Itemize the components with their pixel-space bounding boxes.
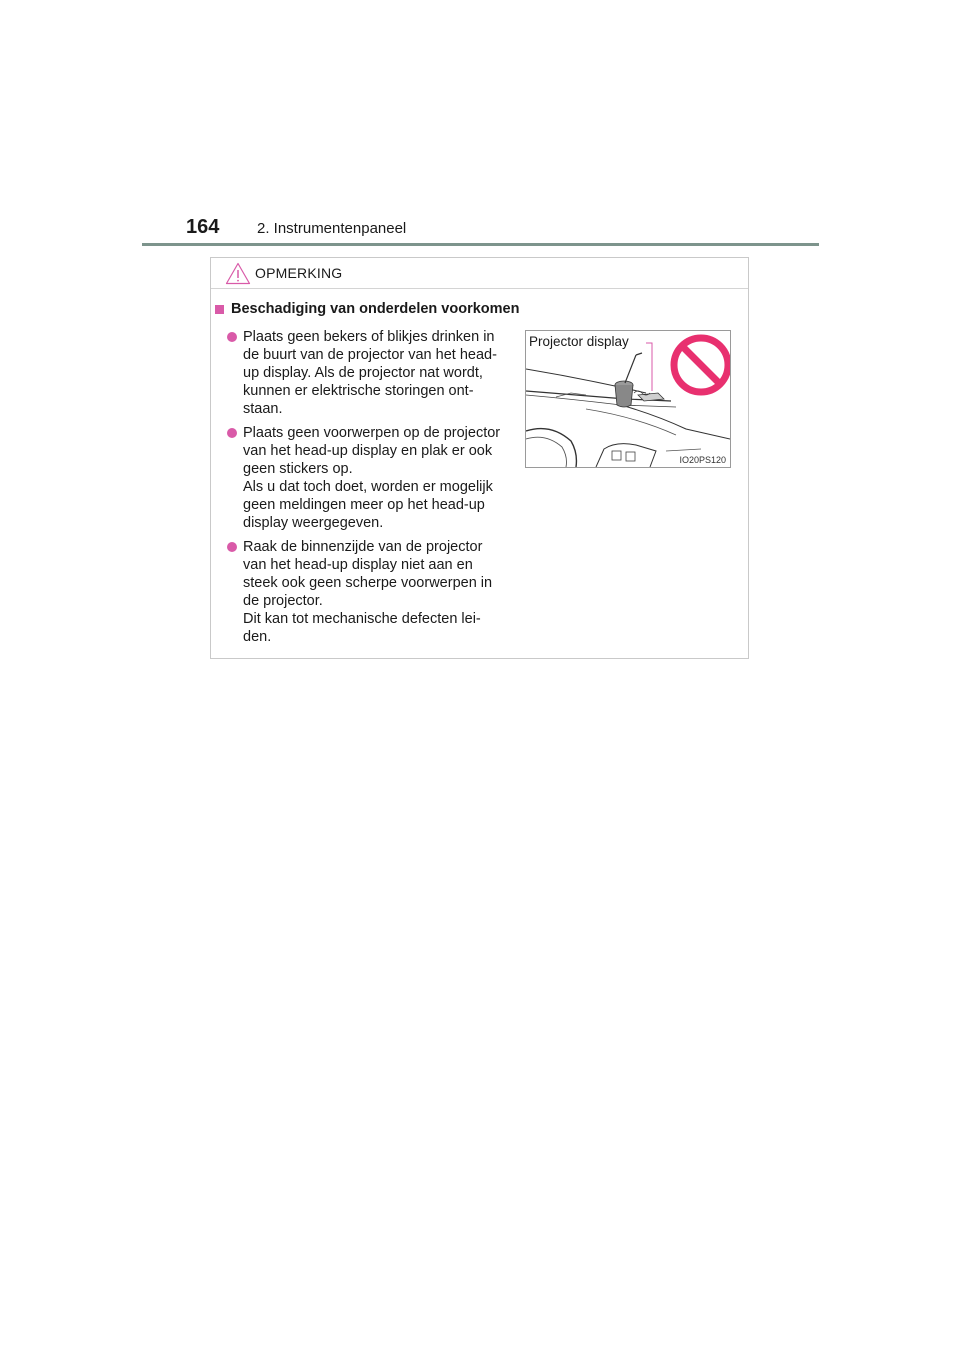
caution-box bbox=[210, 257, 749, 659]
warning-triangle-icon bbox=[225, 262, 251, 285]
bullet-text: Raak de binnenzijde van de projector van het head-up display niet aan en steek ook geen scherpe voorwerpen in de projector. Dit kan tot mechanische defecten lei- den. bbox=[243, 539, 493, 645]
projector-illustration bbox=[525, 330, 731, 468]
list-item bbox=[227, 328, 515, 418]
bullet-dot-icon bbox=[227, 428, 237, 438]
caution-label: OPMERKING bbox=[255, 265, 343, 281]
subheading-text: Beschadiging van onderdelen voorkomen bbox=[231, 301, 520, 317]
header-rule bbox=[142, 243, 819, 246]
caution-header bbox=[211, 258, 748, 289]
bullet-list bbox=[227, 328, 515, 652]
square-bullet-icon bbox=[215, 305, 224, 314]
page-number: 164 bbox=[186, 216, 220, 238]
illustration-code: IO20PS120 bbox=[679, 455, 726, 465]
list-item bbox=[227, 424, 515, 532]
list-item bbox=[227, 538, 515, 646]
dashboard-drawing bbox=[526, 331, 730, 467]
bullet-text: Plaats geen voorwerpen op de projector van het head-up display en plak er ook geen stickers op. Als u dat toch doet, worden er mogelijk geen meldingen meer op het head-up display weergegeven. bbox=[243, 425, 501, 531]
bullet-dot-icon bbox=[227, 332, 237, 342]
projector-display-label: Projector display bbox=[529, 334, 629, 349]
bullet-text: Plaats geen bekers of blikjes drinken in de buurt van de projector van het head- up display. Als de projector nat wordt, kunnen er elektrische storingen ont- staan. bbox=[243, 329, 497, 417]
bullet-dot-icon bbox=[227, 542, 237, 552]
caution-subheading bbox=[213, 301, 519, 317]
section-title: 2. Instrumentenpaneel bbox=[257, 220, 407, 237]
prohibition-sign-icon bbox=[674, 338, 728, 392]
